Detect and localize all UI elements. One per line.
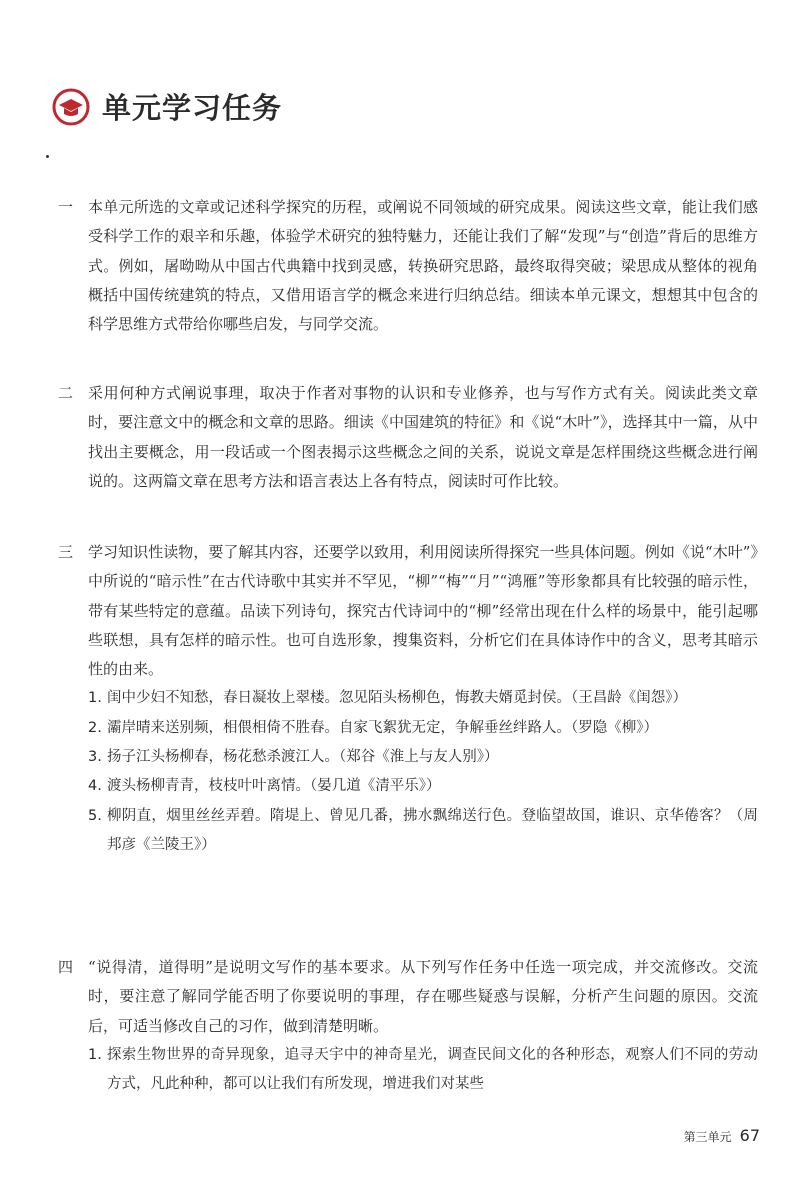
task-number: 一: [58, 198, 74, 216]
page-title: 单元学习任务: [102, 91, 283, 125]
task-text: 本单元所选的文章或记述科学探究的历程，或阐说不同领域的研究成果。阅读这些文章，能让我们感受科学工作的艰辛和乐趣，体验学术研究的独特魅力，还能让我们了解“发现”与“创造”背后的思维方式。例如，屠呦呦从中国古代典籍中找到灵感，转换研究思路，最终取得突破；梁思成从整体的视角概括中国传统建筑的特点，又借用语言学的概念来进行归纳总结。细读本单元课文，想想其中包含的科学思维方式带给你哪些启发，与同学交流。: [88, 198, 758, 334]
list-text: 柳阴直，烟里丝丝弄碧。隋堤上、曾见几番，拂水飘绵送行色。登临望故国，谁识、京华倦客？（周邦彦《兰陵王》）: [107, 807, 758, 853]
task-section: [58, 193, 758, 339]
list-index: 4.: [88, 778, 102, 795]
list-text: 扬子江头杨柳春，杨花愁杀渡江人。（郑谷《淮上与友人别》）: [107, 749, 499, 766]
task-number: 四: [58, 958, 74, 976]
list-index: 1.: [88, 690, 102, 707]
list-item: [88, 1041, 758, 1100]
list-index: 2.: [88, 719, 102, 736]
list-item: [88, 772, 758, 801]
list-text: 渡头杨柳青青，枝枝叶叶离情。（晏几道《清平乐》）: [107, 778, 441, 795]
task-number: 二: [58, 384, 74, 402]
page-number: 67: [739, 1126, 760, 1145]
writing-task-list: [88, 1041, 758, 1100]
task-number: 三: [58, 543, 74, 561]
list-item: [88, 743, 758, 772]
list-index: 3.: [88, 749, 102, 766]
task-section: [58, 538, 758, 860]
task-text: “说得清，道得明”是说明文写作的基本要求。从下列写作任务中任选一项完成，并交流修改。交流时，要注意了解同学能否明了你要说明的事理，存在哪些疑惑与误解，分析产生问题的原因。交流后，可适当修改自己的习作，做到清楚明晰。: [88, 958, 758, 1035]
list-item: [88, 684, 758, 713]
list-item: [88, 802, 758, 861]
task-text: 采用何种方式阐说事理，取决于作者对事物的认识和专业修养，也与写作方式有关。阅读此类文章时，要注意文中的概念和文章的思路。细读《中国建筑的特征》和《说“木叶”》，选择其中一篇，从中找出主要概念，用一段话或一个图表揭示这些概念之间的关系，说说文章是怎样围绕这些概念进行阐说的。这两篇文章在思考方法和语言表达上各有特点，阅读时可作比较。: [88, 384, 758, 490]
page-footer: [684, 1126, 760, 1145]
poem-list: [88, 684, 758, 860]
unit-label: 第三单元: [683, 1130, 732, 1144]
list-index: 5.: [88, 807, 102, 824]
bullet-dot: [46, 155, 49, 158]
list-item: [88, 714, 758, 743]
list-index: 1.: [88, 1046, 102, 1063]
task-section: [58, 953, 758, 1099]
task-section: [58, 379, 758, 496]
list-text: 闺中少妇不知愁，春日凝妆上翠楼。忽见陌头杨柳色，悔教夫婿觅封侯。（王昌龄《闺怨》）: [107, 690, 687, 707]
list-text: 灞岸晴来送别频，相偎相倚不胜春。自家飞絮犹无定，争解垂丝绊路人。（罗隐《柳》）: [107, 719, 658, 736]
task-text: 学习知识性读物，要了解其内容，还要学以致用，利用阅读所得探究一些具体问题。例如《说“木叶”》中所说的“暗示性”在古代诗歌中其实并不罕见，“柳”“梅”“月”“鸿雁”等形象都具有比较强的暗示性，带有某些特定的意蕴。品读下列诗句，探究古代诗词中的“柳”经常出现在什么样的场景中，能引起哪些联想，具有怎样的暗示性。也可自选形象，搜集资料，分析它们在具体诗作中的含义，思考其暗示性的由来。: [88, 543, 758, 679]
graduation-cap-icon: [52, 88, 90, 126]
section-header: [52, 86, 282, 127]
list-text: 探索生物世界的奇异现象，追寻天宇中的神奇星光，调查民间文化的各种形态，观察人们不同的劳动方式，凡此种种，都可以让我们有所发现，增进我们对某些: [107, 1046, 758, 1093]
